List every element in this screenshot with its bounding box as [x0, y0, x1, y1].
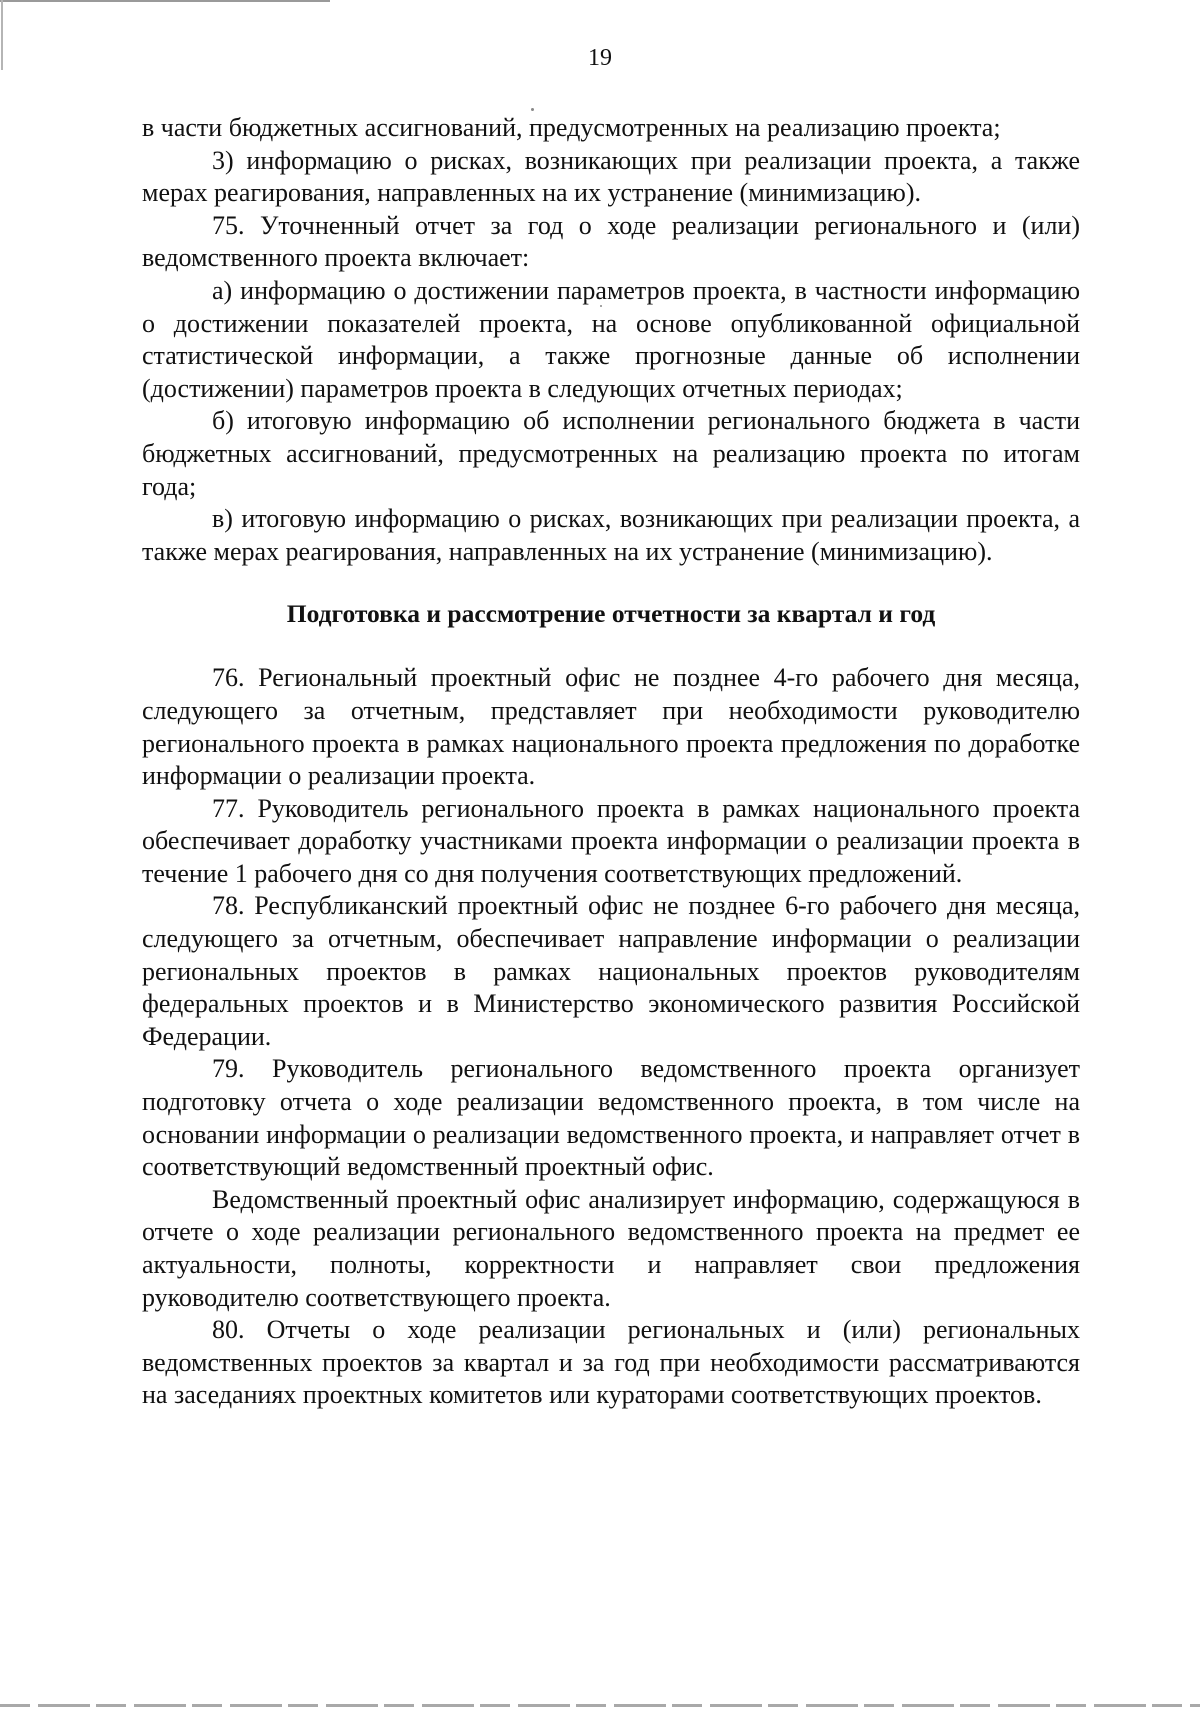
paragraph: 77. Руководитель регионального проекта в рамках национального проекта обеспечивает доработку участниками проекта информации о реализации проекта в течение 1 рабочего дня со дня получения соответствующих предложений.	[142, 793, 1080, 888]
section-after-heading	[142, 662, 1080, 1412]
paragraph: б) итоговую информацию об исполнении регионального бюджета в части бюджетных ассигнований, предусмотренных на реализацию проекта по итогам года;	[142, 406, 1080, 501]
paragraph: а) информацию о достижении параметров проекта, в частности информацию о достижении показателей проекта, на основе опубликованной официальной статистической информации, а также прогнозные данные об исполнении (достижении) параметров проекта в следующих отчетных периодах;	[142, 275, 1080, 403]
section-before-heading	[142, 112, 1080, 568]
paragraph: в) итоговую информацию о рисках, возникающих при реализации проекта, а также мерах реагирования, направленных на их устранение (минимизацию).	[142, 504, 1080, 566]
paragraph: 75. Уточненный отчет за год о ходе реализации регионального и (или) ведомственного проекта включает:	[142, 210, 1080, 273]
scan-edge-bottom	[0, 1704, 1200, 1707]
scan-speck	[531, 108, 534, 111]
document-body	[142, 112, 1080, 1412]
paragraph: Ведомственный проектный офис анализирует информацию, содержащуюся в отчете о ходе реализации регионального ведомственного проекта на предмет ее актуальности, полноты, корректности и направляет свои предложения руководителю соответствующего проекта.	[142, 1184, 1080, 1312]
paragraph: в части бюджетных ассигнований, предусмотренных на реализацию проекта;	[142, 113, 1001, 142]
section-heading: Подготовка и рассмотрение отчетности за квартал и год	[286, 599, 936, 629]
paragraph: 3) информацию о рисках, возникающих при реализации проекта, а также мерах реагирования, направленных на их устранение (минимизацию).	[142, 145, 1080, 208]
paragraph: 78. Республиканский проектный офис не позднее 6-го рабочего дня месяца, следующего за отчетным, обеспечивает направление информации о реализации региональных проектов в рамках национальных проектов руководителям федеральных проектов и в Министерство экономического развития Российской Федерации.	[142, 891, 1080, 1051]
page-number: 19	[588, 45, 612, 71]
paragraph: 76. Региональный проектный офис не позднее 4-го рабочего дня месяца, следующего за отчетным, представляет при необходимости руководителю регионального проекта в рамках национального проекта предложения по доработке информации о реализации проекта.	[142, 663, 1080, 791]
scan-edge-top	[0, 0, 330, 2]
paragraph: 80. Отчеты о ходе реализации региональных и (или) региональных ведомственных проектов за квартал и за год при необходимости рассматриваются на заседаниях проектных комитетов или кураторами соответствующих проектов.	[142, 1315, 1080, 1410]
paragraph: 79. Руководитель регионального ведомственного проекта организует подготовку отчета о ходе реализации ведомственного проекта, в том числе на основании информации о реализации ведомственного проекта, и направляет отчет в соответствующий ведомственный проектный офис.	[142, 1054, 1080, 1182]
